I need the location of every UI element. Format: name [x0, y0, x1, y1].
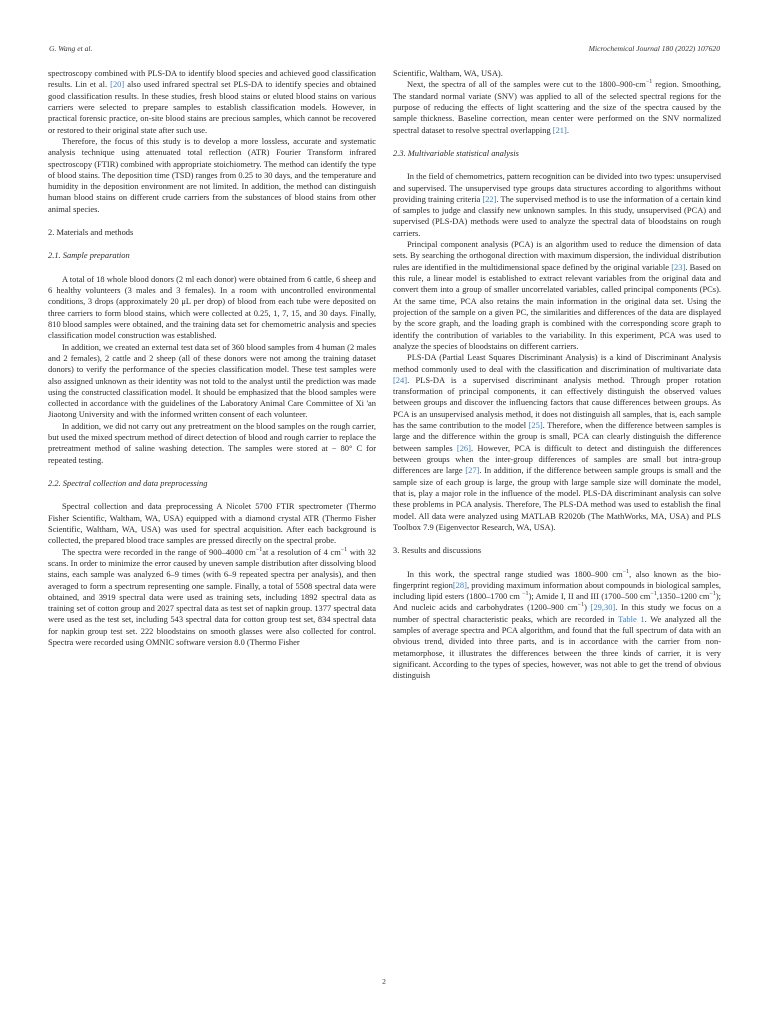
text-run: . PLS-DA is a supervised discriminant analysis method. Through proper rotation transformation of principal components, it can effectively distinguish the observed values between groups and discover the influencing factors that cause differences between groups. As PCA is an unsupervised analysis method, it does not distinguish all samples, that is, each sample has the same contribution to the model: [393, 374, 721, 431]
text-run: , also known as the bio-fingerprint region: [393, 568, 721, 590]
running-header-authors: G. Wang et al.: [49, 44, 93, 53]
citation-link[interactable]: [21]: [552, 124, 567, 135]
citation-link[interactable]: [28]: [452, 579, 467, 590]
citation-link[interactable]: [26]: [456, 442, 471, 453]
citation-link[interactable]: [27]: [465, 465, 480, 476]
text-run: . We analyzed all the samples of average spectra and PCA algorithm, and found that the full spectrum of data with an obvious trend, divided into three parts, and is in accordance with the carrier from non-metamorphose, it illustrates the differences between the three kinds of carrier, it is very significant. According to the types of species, however, was not able to get the trend of obvious distinguish: [393, 613, 721, 681]
paragraph: [393, 171, 721, 239]
text-run: PLS-DA (Partial Least Squares Discriminant Analysis) is a kind of Discriminant Analysis method commonly used to deal with the classification and discrimination of multivariate data: [393, 352, 721, 374]
citation-link[interactable]: [29,30]: [590, 602, 616, 613]
text-run: ); Amide I, II and III (1700–500 cm: [528, 591, 651, 602]
text-run: with 32 scans. In order to minimize the error caused by uneven sample distribution after dissolving blood stains, each sample was analyzed 6–9 times (with 6–9 repeated spectra per analysis), and then averaged to form a spectrum representing one sample. Finally, a total of 5508 spectral data were obtained, and 3919 spectral data were used as training sets, including 1892 spectral data as training set of cotton group and 2027 spectral data as test set of napkin group. 1377 spectral data were used as the test set, including 543 spectral data for cotton group test set, 834 spectral data for napkin group test set. 222 bloodstains on smooth glasses were also collected for control. Spectra were recorded using OMNIC software version 8.0 (Thermo Fisher: [48, 546, 376, 648]
superscript: −1: [622, 568, 630, 575]
text-run: In this work, the spectral range studied was 1800–900 cm: [407, 568, 623, 579]
page-number: 2: [382, 977, 386, 986]
superscript: −1: [577, 602, 585, 609]
citation-link[interactable]: [24]: [393, 374, 408, 385]
subsection-heading: 2.1. Sample preparation: [48, 250, 130, 261]
paragraph: Scientific, Waltham, WA, USA).: [393, 68, 503, 78]
superscript: −1: [645, 79, 653, 86]
paragraph: In addition, we did not carry out any pretreatment on the blood samples on the rough carrier, but used the mixed spectrum method of direct detection of blood and rough carrier to replace the pretreatment method of saline washing detection. The samples were stored at − 80° C for repeated testing.: [48, 420, 376, 465]
paragraph: [48, 68, 376, 136]
text-run: . The supervised method is to use the information of a certain kind of samples to judge and classify new unknown samples. In this study, unsupervised (PCA) and supervised (PLS-DA) methods were used to analyze the spectral data of bloodstains on rough carriers.: [393, 193, 721, 238]
text-run: ); And nucleic acids and carbohydrates (1200–900 cm: [393, 591, 722, 613]
text-run: , providing maximum information about compounds in biological samples, including lipid esters (1800–1700 cm: [393, 579, 722, 602]
text-run: Principal component analysis (PCA) is an algorithm used to reduce the dimension of data sets. By searching the orthogonal direction with maximum dispersion, the individual distribution rules are identified in the multidimensional space defined by the original variable: [393, 239, 721, 272]
subsection-heading: 2.3. Multivariable statistical analysis: [393, 147, 519, 158]
paragraph: Next, the spectra of all of the samples were cut to the $1800-900-cm^{-1}$ region. Smoothing, The standard normal variate (SNV) was applied to all of the selected spectral regions for the purpose of reducing the effects of light scattering and the size of the spectra caused by the sample thickness. Baseline correction, mean center were performed on the SNV normalized spectral dataset to resolve spectral overlapping [21].: [393, 79, 721, 135]
text-run: . Therefore, when the difference between samples is large and the difference within the group is small, PCA can clearly distinguish the difference between samples: [393, 420, 721, 453]
text-run: ,1350–1200 cm: [656, 591, 710, 602]
text-run: at a resolution of 4 cm: [262, 546, 341, 557]
superscript: −1: [709, 591, 716, 598]
superscript: −1: [522, 591, 529, 598]
text-run: spectroscopy combined with PLS-DA to identify blood species and achieved good classification results. Lin et al.: [48, 68, 376, 90]
superscript: −1: [255, 546, 263, 553]
citation-link[interactable]: [23]: [671, 261, 686, 272]
citation-link[interactable]: [25]: [528, 420, 543, 431]
left-column: [48, 68, 376, 648]
text-run: . However, PCA is difficult to detect and distinguish the differences between groups when the inter-group differences of samples are small but intra-group differences are large: [393, 442, 721, 476]
paragraph: [393, 569, 721, 682]
text-run: also used infrared spectral set PLS-DA to identify species and obtained good classification results. In these studies, fresh blood stains or eluted blood stains on various carriers were selected to prepare samples to establish classification models. However, in practical forensic practice, on-site blood stains are precious samples, which cannot be recovered or restored to their original state after such use.: [48, 79, 377, 135]
citation-link[interactable]: [20]: [110, 79, 125, 90]
paragraph: Spectral collection and data preprocessing A Nicolet 5700 FTIR spectrometer (Thermo Fisher Scientific, Waltham, WA, USA) equipped with a diamond crystal ATR (Thermo Fisher Scientific, Waltham, WA, USA) was used for spectral acquisition. After each background is collected, the prepared blood trace samples are pressed directly on the spectral probe.: [48, 501, 376, 546]
text-run: region. Smoothing, The standard normal variate (SNV) was applied to all of the selected spectral regions for the purpose of reducing the effects of light scattering and the size of the spectra caused by the sample thickness. Baseline correction, mean center were performed on the SNV normalized spectral dataset to resolve spectral overlapping: [393, 79, 721, 135]
text-run: Next, the spectra of all of the samples were cut to the 1800–900-cm: [407, 79, 646, 90]
section-heading: 3. Results and discussions: [393, 545, 482, 556]
paragraph: Therefore, the focus of this study is to develop a more lossless, accurate and systematic analysis technique using attenuated total reflection (ATR) Fourier Transform infrared spectroscopy (FTIR) combined with appropriate stoichiometry. The method can identify the type of blood stains. The deposition time (TSD) ranges from 0.25 to 30 days, and the temperature and humidity in the deposition environment are not limited. In addition, the method can distinguish human blood stains on different crude carriers from the substances of blood stains from other animal species.: [48, 135, 376, 214]
superscript: −1: [650, 591, 657, 598]
paragraph: [393, 352, 721, 533]
superscript: −1: [340, 546, 348, 553]
section-heading: 2. Materials and methods: [48, 227, 134, 238]
paragraph: [393, 239, 721, 352]
paragraph: [48, 547, 376, 649]
paragraph: In addition, we created an external test data set of 360 blood samples from 4 human (2 males and 2 females), 2 cattle and 2 sheep (all of these donors were not among the training dataset donors) to verify the performance of the species classification model. These test samples were also assigned unknown as their identity was not told to the analyst until the prediction was made using the constructed classification model. It should be emphasized that the blood samples were collected in accordance with the guidelines of the Laboratory Animal Care Committee of Xi 'an Jiaotong University and with the informed written consent of each volunteer.: [48, 341, 376, 420]
table-link[interactable]: Table 1: [618, 613, 645, 624]
text-run: The spectra were recorded in the range of 900–4000 cm: [62, 546, 256, 557]
text-run: . In addition, if the difference between sample groups is small and the sample size of each group is large, the group with large sample size will dominate the model, that is, play a major role in the influence of the model. PLS-DA discriminant analysis can solve these problems in PCA analysis. Therefore, The PLS-DA method was used to establish the final model. All data were analyzed using MATLAB R2020b (The MathWorks, MA, USA) and PLS Toolbox 7.9 (Eigenvector Research, WA, USA).: [393, 465, 721, 532]
paragraph: A total of 18 whole blood donors (2 ml each donor) were obtained from 6 cattle, 6 sheep and 6 healthy volunteers (3 males and 3 females). In a room with uncontrolled environmental conditions, 3 drops (approximately 20 μL per drop) of blood from each tube were deposited on three carriers to form blood stains, which were collected at 0.25, 1, 7, 15, and 30 days. Finally, 810 blood samples were obtained, and the training data set for chemometric analysis and species classification model construction was established.: [48, 273, 376, 341]
citation-link[interactable]: [22]: [482, 193, 497, 204]
text-run: . In this study we focus on a number of spectral characteristic peaks, which are recorded in: [393, 602, 721, 624]
running-header-journal: Microchemical Journal 180 (2022) 107620: [588, 44, 720, 53]
subsection-heading: 2.2. Spectral collection and data preprocessing: [48, 478, 208, 488]
right-column: [393, 68, 721, 682]
text-run: In the field of chemometrics, pattern recognition can be divided into two types: unsupervised and supervised. The unsupervised type groups data structures according to algorithms without providing training criteria: [393, 171, 721, 204]
text-run: ): [584, 602, 591, 613]
text-run: . Based on this rule, a linear model is established to extract relevant variables from the original data and convert them into a group of smaller uncorrelated variables, called principal components (PCs). At the same time, PCA also retains the main information in the original data set. Using the projection of the sample on a given PC, the similarities and differences of the data are displayed by the score graph, and the loading graph is combined with the corresponding score graph to identify the contribution of variables to the variability. In this experiment, PCA was used to analyze the species of bloodstains on different carriers.: [393, 261, 721, 351]
